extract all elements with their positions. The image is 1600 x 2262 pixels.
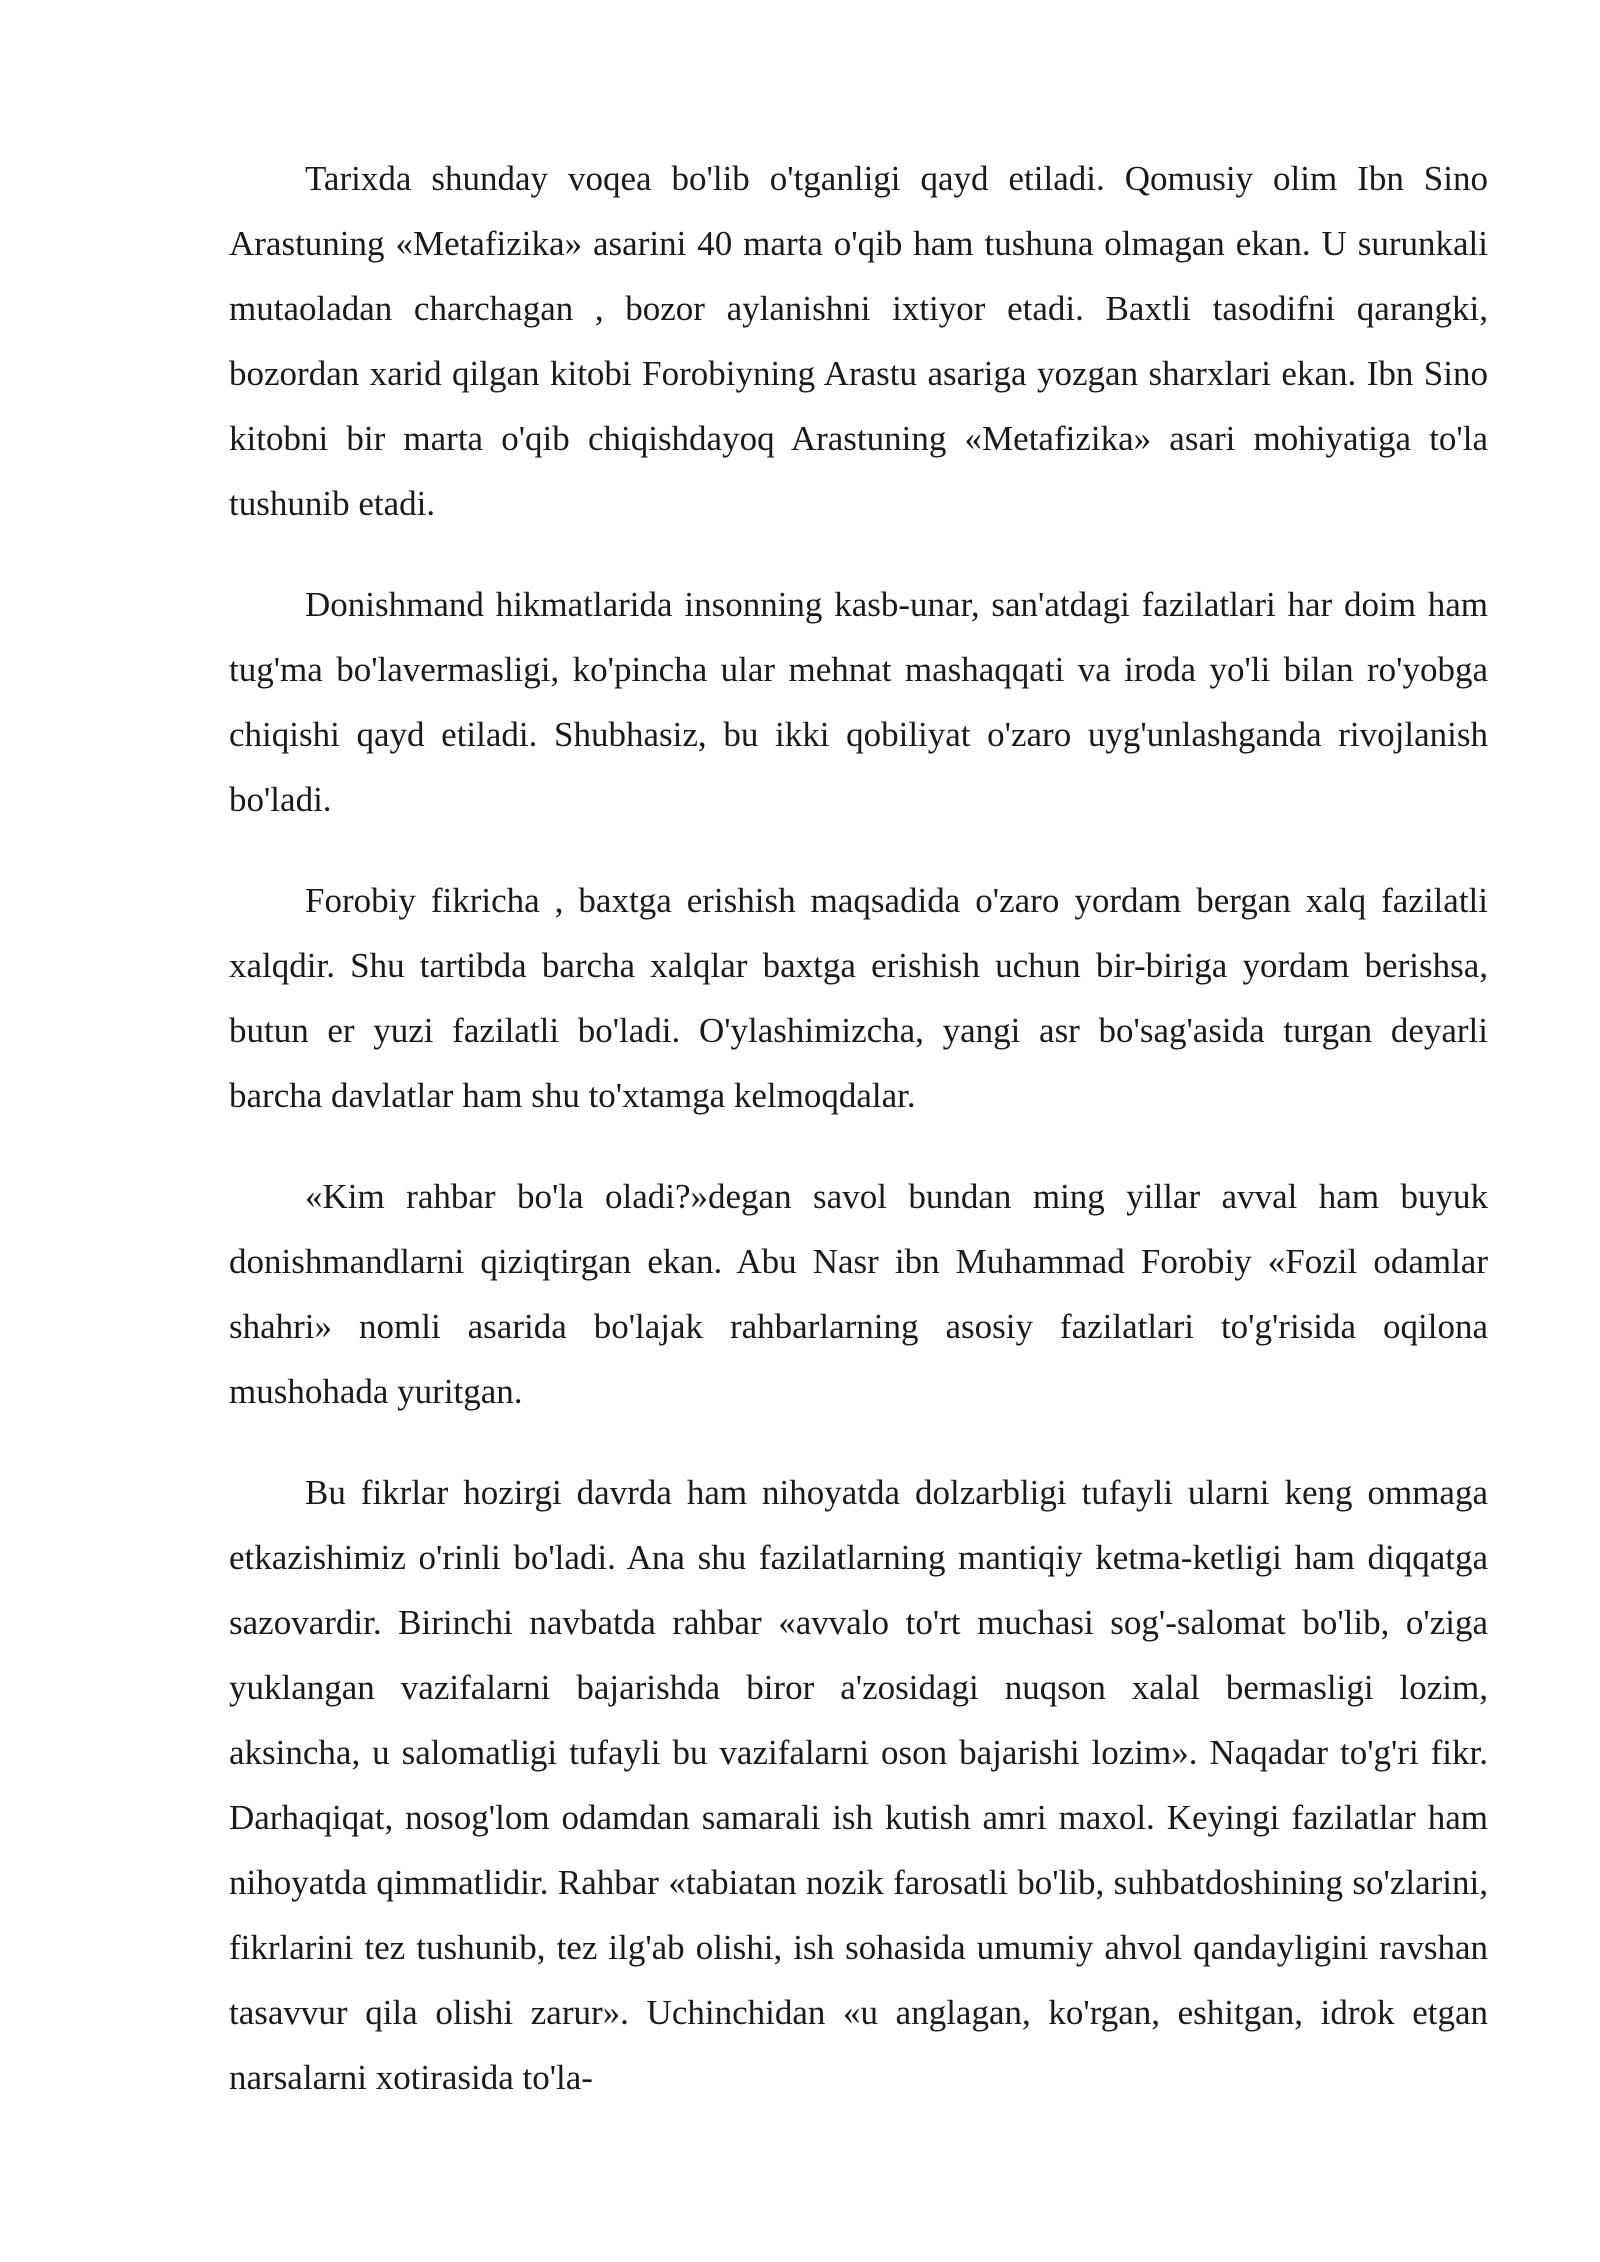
paragraph-leader-qualities: Bu fikrlar hozirgi davrda ham nihoyatda dolzarbligi tufayli ularni keng ommaga etkazishimiz o'rinli bo'ladi. Ana shu fazilatlarning mantiqiy ketma-ketligi ham diqqatga sazovardir. Birinchi navbatda rahbar «avvalo to'rt muchasi sog'-salomat bo'lib, o'ziga yuklangan vazifalarni bajarishda biror a'zosidagi nuqson xalal bermasligi lozim, aksincha, u salomatligi tufayli bu vazifalarni oson bajarishi lozim». Naqadar to'g'ri fikr. Darhaqiqat, nosog'lom odamdan samarali ish kutish amri maxol. Keyingi fazilatlar ham nihoyatda qimmatlidir. Rahbar «tabiatan nozik farosatli bo'lib, suhbatdoshining so'zlarini, fikrlarini tez tushunib, tez ilg'ab olishi, ish sohasida umumiy ahvol qandayligini ravshan tasavvur qila olishi zarur». Uchinchidan «u anglagan, ko'rgan, eshitgan, idrok etgan narsalarni xotirasida to'la- [229, 1473, 1488, 2097]
paragraph-who-can-lead: «Kim rahbar bo'la oladi?»degan savol bundan ming yillar avval ham buyuk donishmandlarni qiziqtirgan ekan. Abu Nasr ibn Muhammad Forobiy «Fozil odamlar shahri» nomli asarida bo'lajak rahbarlarning asosiy fazilatlari to'g'risida oqilona mushohada yuritgan. [229, 1177, 1488, 1411]
document-body [229, 146, 1488, 2110]
paragraph-wisdom-virtues: Donishmand hikmatlarida insonning kasb-unar, san'atdagi fazilatlari har doim ham tug'ma bo'lavermasligi, ko'pincha ular mehnat mashaqqati va iroda yo'li bilan ro'yobga chiqishi qayd etiladi. Shubhasiz, bu ikki qobiliyat o'zaro uyg'unlashganda rivojlanish bo'ladi. [229, 585, 1488, 819]
paragraph-farabi-happiness: Forobiy fikricha , baxtga erishish maqsadida o'zaro yordam bergan xalq fazilatli xalqdir. Shu tartibda barcha xalqlar baxtga erishish uchun bir-biriga yordam berishsa, butun er yuzi fazilatli bo'ladi. O'ylashimizcha, yangi asr bo'sag'asida turgan deyarli barcha davlatlar ham shu to'xtamga kelmoqdalar. [229, 881, 1488, 1115]
paragraph-ibn-sino-story: Tarixda shunday voqea bo'lib o'tganligi qayd etiladi. Qomusiy olim Ibn Sino Arastuning «Metafizika» asarini 40 marta o'qib ham tushuna olmagan ekan. U surunkali mutaoladan charchagan , bozor aylanishni ixtiyor etadi. Baxtli tasodifni qarangki, bozordan xarid qilgan kitobi Forobiyning Arastu asariga yozgan sharxlari ekan. Ibn Sino kitobni bir marta o'qib chiqishdayoq Arastuning «Metafizika» asari mohiyatiga to'la tushunib etadi. [229, 159, 1488, 523]
